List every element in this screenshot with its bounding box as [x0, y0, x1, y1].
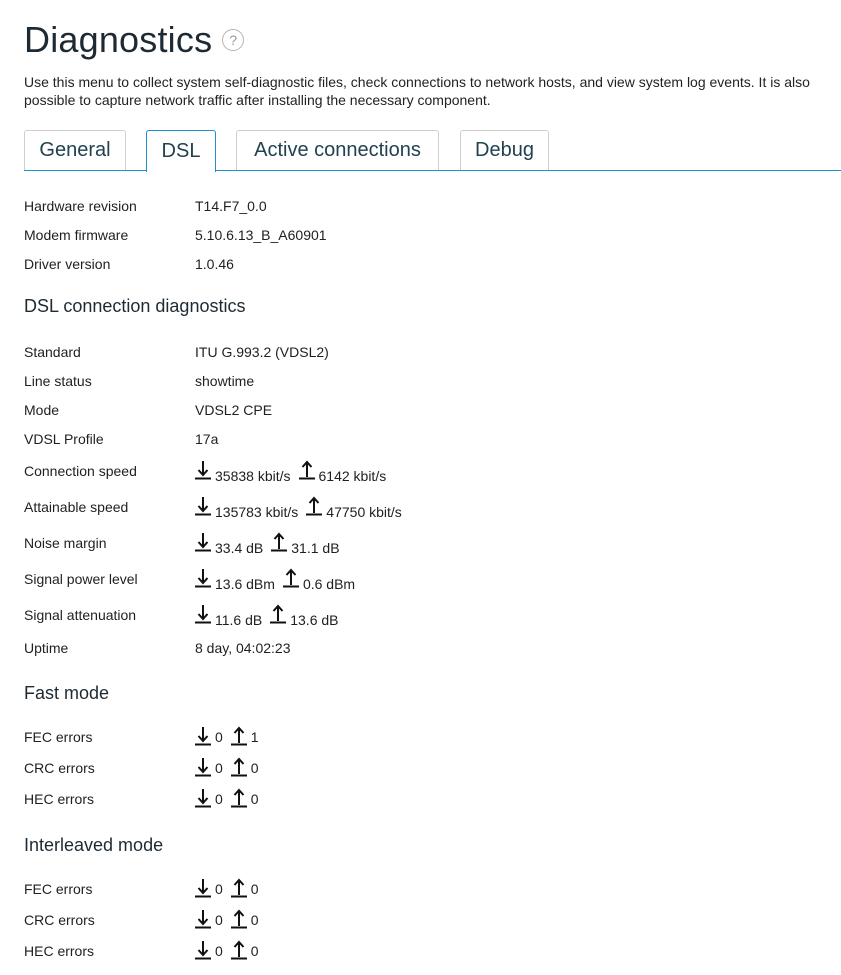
- arrow-up-icon: [306, 496, 322, 516]
- arrow-down-icon: [195, 460, 211, 480]
- arrow-up-icon: [231, 757, 247, 777]
- attainable-speed-down: 135783 kbit/s: [215, 504, 299, 520]
- arrow-down-icon: [195, 909, 211, 929]
- arrow-up-icon: [231, 726, 247, 746]
- fast-crc-down: 0: [215, 760, 223, 776]
- arrow-up-icon: [271, 532, 287, 552]
- signal-attenuation-down: 11.6 dB: [215, 612, 263, 628]
- driver-version-label: Driver version: [24, 256, 111, 272]
- noise-margin-label: Noise margin: [24, 535, 107, 551]
- arrow-down-icon: [195, 496, 211, 516]
- signal-attenuation-label: Signal attenuation: [24, 607, 137, 623]
- interleaved-mode-title: Interleaved mode: [24, 835, 164, 855]
- signal-power-label: Signal power level: [24, 571, 138, 587]
- connection-speed-up: 6142 kbit/s: [318, 468, 387, 484]
- attainable-speed-label: Attainable speed: [24, 499, 129, 515]
- noise-margin-down: 33.4 dB: [215, 540, 264, 556]
- arrow-up-icon: [231, 909, 247, 929]
- mode-label: Mode: [24, 402, 60, 418]
- interleaved-fec-label: FEC errors: [24, 881, 93, 897]
- arrow-up-icon: [231, 878, 247, 898]
- arrow-up-icon: [283, 568, 299, 588]
- dsl-section-title: DSL connection diagnostics: [24, 296, 246, 316]
- fast-crc-label: CRC errors: [24, 760, 95, 776]
- arrow-up-icon: [231, 940, 247, 960]
- arrow-down-icon: [195, 788, 211, 808]
- attainable-speed-up: 47750 kbit/s: [326, 504, 402, 520]
- hardware-revision-value: T14.F7_0.0: [195, 198, 267, 214]
- fast-mode-title: Fast mode: [24, 683, 110, 703]
- interleaved-crc-label: CRC errors: [24, 912, 95, 928]
- signal-power-up: 0.6 dBm: [302, 576, 356, 592]
- arrow-down-icon: [195, 757, 211, 777]
- line-status-value: showtime: [195, 373, 255, 389]
- page-description: Use this menu to collect system self-diagnostic files, check connections to network hosts, and view system log events. It is also possible to capture network traffic after installing the necessary component.: [24, 74, 810, 108]
- signal-power-down: 13.6 dBm: [215, 576, 275, 592]
- noise-margin-up: 31.1 dB: [291, 540, 340, 556]
- interleaved-hec-label: HEC errors: [24, 943, 95, 959]
- arrow-down-icon: [195, 726, 211, 746]
- fast-fec-up: 1: [250, 729, 259, 745]
- tab-bar: [24, 130, 841, 170]
- vdsl-profile-label: VDSL Profile: [24, 431, 104, 447]
- tab-general[interactable]: General: [24, 130, 126, 170]
- tab-active-connections[interactable]: Active connections: [236, 130, 439, 170]
- uptime-value: 8 day, 04:02:23: [195, 640, 291, 656]
- interleaved-hec-up: 0: [250, 943, 259, 959]
- arrow-down-icon: [195, 940, 211, 960]
- arrow-down-icon: [195, 604, 211, 624]
- fast-fec-down: 0: [215, 729, 223, 745]
- uptime-label: Uptime: [24, 640, 69, 656]
- interleaved-crc-down: 0: [215, 912, 223, 928]
- fast-hec-label: HEC errors: [24, 791, 95, 807]
- connection-speed-label: Connection speed: [24, 463, 137, 479]
- help-icon[interactable]: ?: [222, 29, 244, 51]
- interleaved-crc-up: 0: [250, 912, 259, 928]
- arrow-up-icon: [231, 788, 247, 808]
- mode-value: VDSL2 CPE: [195, 402, 273, 418]
- fast-crc-up: 0: [250, 760, 259, 776]
- tab-debug[interactable]: Debug: [460, 130, 549, 170]
- hardware-revision-label: Hardware revision: [24, 198, 137, 214]
- arrow-down-icon: [195, 568, 211, 588]
- arrow-up-icon: [299, 460, 315, 480]
- arrow-down-icon: [195, 878, 211, 898]
- fast-hec-up: 0: [250, 791, 259, 807]
- interleaved-fec-up: 0: [250, 881, 259, 897]
- arrow-up-icon: [270, 604, 286, 624]
- interleaved-fec-down: 0: [215, 881, 223, 897]
- tab-dsl[interactable]: DSL: [146, 130, 216, 172]
- modem-firmware-value: 5.10.6.13_B_A60901: [195, 227, 327, 243]
- driver-version-value: 1.0.46: [195, 256, 234, 272]
- modem-firmware-label: Modem firmware: [24, 227, 129, 243]
- line-status-label: Line status: [24, 373, 92, 389]
- connection-speed-down: 35838 kbit/s: [215, 468, 291, 484]
- vdsl-profile-value: 17a: [195, 431, 219, 447]
- standard-value: ITU G.993.2 (VDSL2): [195, 344, 329, 360]
- title-row: [24, 18, 244, 62]
- arrow-down-icon: [195, 532, 211, 552]
- fast-hec-down: 0: [215, 791, 223, 807]
- interleaved-hec-down: 0: [215, 943, 223, 959]
- page-title: Diagnostics: [24, 19, 213, 60]
- standard-label: Standard: [24, 344, 81, 360]
- fast-fec-label: FEC errors: [24, 729, 93, 745]
- signal-attenuation-up: 13.6 dB: [290, 612, 339, 628]
